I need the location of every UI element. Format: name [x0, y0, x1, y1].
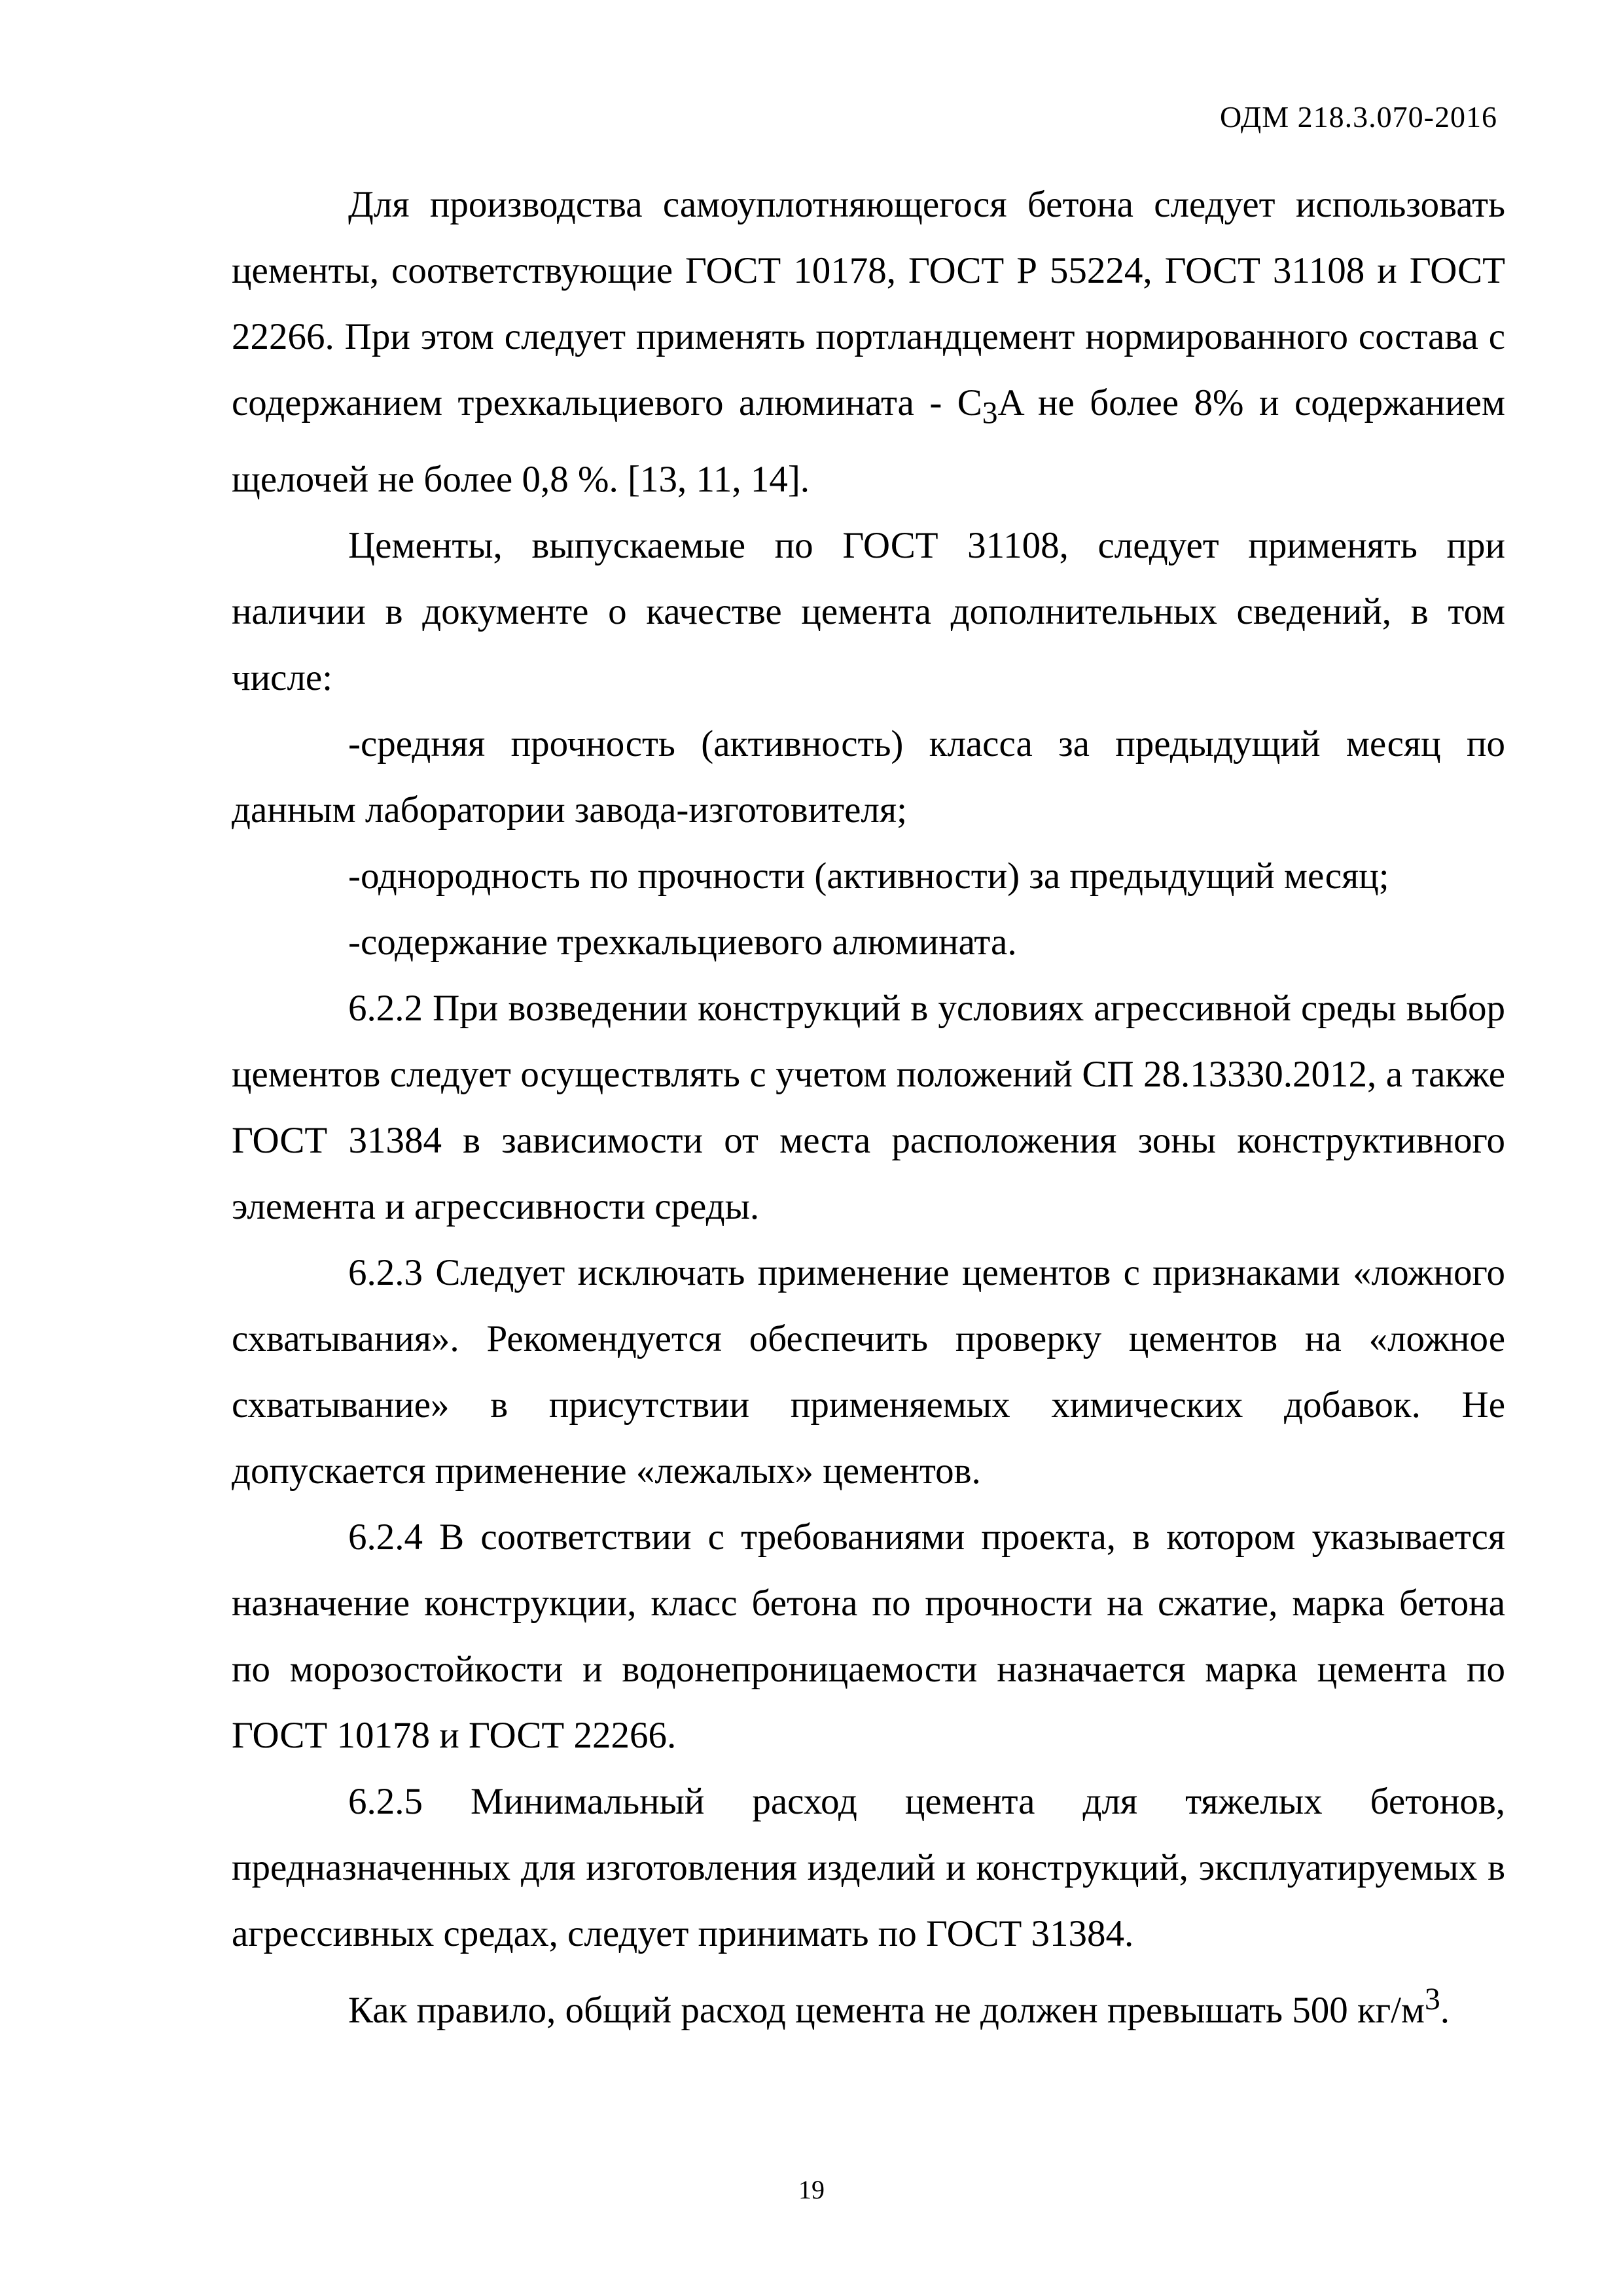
paragraph-max-cement: Как правило, общий расход цемента не должен превышать 500 $кг/м^3$.: [348, 1982, 1450, 2032]
document-code: ОДМ 218.3.070-2016: [1219, 100, 1497, 134]
paragraph-gost-31108: Цементы, выпускаемые по ГОСТ 31108, следует применять при наличии в документе о качестве цемента дополнительных сведений, в том числе:: [232, 525, 1505, 699]
document-body: [232, 171, 1505, 2043]
list-item-uniformity: -однородность по прочности (активности) за предыдущий месяц;: [348, 855, 1389, 897]
paragraph-6-2-2: 6.2.2 При возведении конструкций в условиях агрессивной среды выбор цементов следует осуществлять с учетом положений СП 28.13330.2012, а также ГОСТ 31384 в зависимости от места расположения зоны конструктивного элемента и агрессивности среды.: [232, 988, 1505, 1228]
superscript: 3: [1424, 1982, 1440, 2017]
page-number: 19: [798, 2175, 825, 2204]
subscript: 3: [982, 396, 998, 431]
paragraph-6-2-3: 6.2.3 Следует исключать применение цементов с признаками «ложного схватывания». Рекомендуется обеспечить проверку цементов на «ложное схватывание» в присутствии применяемых химических добавок. Не допускается применение «лежалых» цементов.: [232, 1252, 1505, 1492]
list-item-average-strength: -средняя прочность (активность) класса за предыдущий месяц по данным лаборатории завода-изготовителя;: [232, 723, 1505, 831]
paragraph-6-2-4: 6.2.4 В соответствии с требованиями проекта, в котором указывается назначение конструкции, класс бетона по прочности на сжатие, марка бетона по морозостойкости и водонепроницаемости назначается марка цемента по ГОСТ 10178 и ГОСТ 22266.: [232, 1516, 1505, 1757]
paragraph-6-2-5: 6.2.5 Минимальный расход цемента для тяжелых бетонов, предназначенных для изготовления изделий и конструкций, эксплуатируемых в агрессивных средах, следует принимать по ГОСТ 31384.: [232, 1781, 1505, 1955]
paragraph-cement-requirements: Для производства самоуплотняющегося бетона следует использовать цементы, соответствующие ГОСТ 10178, ГОСТ Р 55224, ГОСТ 31108 и ГОСТ 22266. При этом следует применять портландцемент нормированного состава с содержанием трехкальциевого алюмината - $C_3A$ не более 8% и содержанием щелочей не более 0,8 %. [13, 11, 14].: [232, 184, 1505, 501]
page-header: [1220, 99, 1497, 134]
list-item-aluminate-content: -содержание трехкальциевого алюмината.: [348, 922, 1017, 963]
page-footer: [0, 2174, 1623, 2205]
